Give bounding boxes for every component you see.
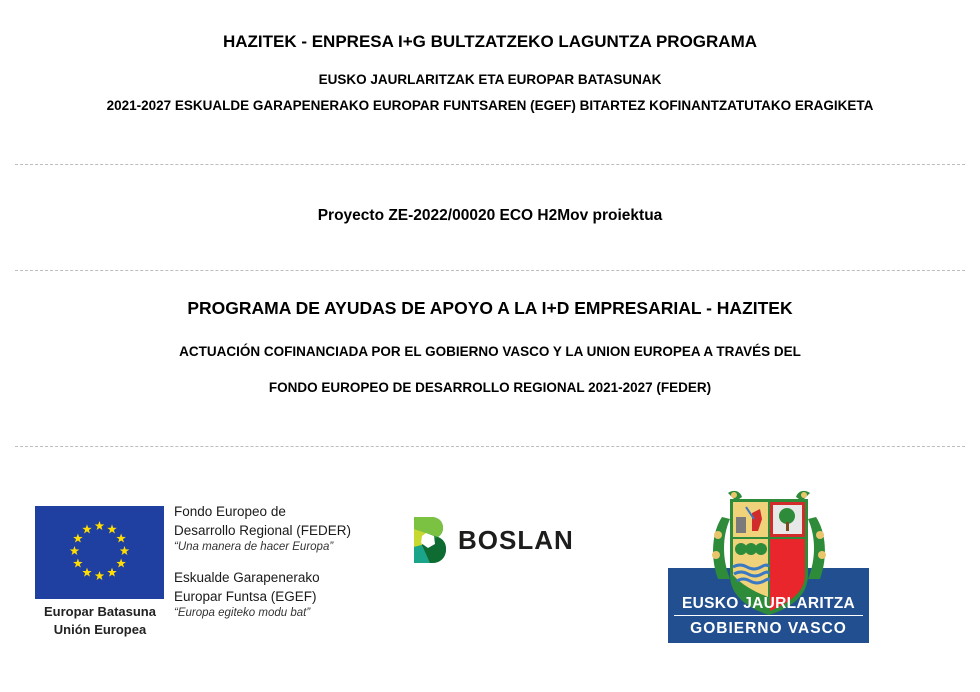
boslan-b-icon <box>414 517 446 563</box>
eu-caption-basque: Europar Batasuna <box>44 604 156 619</box>
eu-feder-logo <box>34 500 374 645</box>
fund-name-es-2: Desarrollo Regional (FEDER) <box>174 523 352 538</box>
subtitle-cofinancers: EUSKO JAURLARITZAK ETA EUROPAR BATASUNAK <box>318 72 662 87</box>
divider <box>15 270 965 271</box>
boslan-logo <box>412 515 582 567</box>
gv-name-basque: EUSKO JAURLARITZA <box>681 595 856 612</box>
cofinancing-line-2: FONDO EUROPEO DE DESARROLLO REGIONAL 2021-2027 (FEDER) <box>268 380 712 395</box>
feder-text <box>174 502 384 620</box>
motto-eu: “Europa egiteko modu bat” <box>174 607 311 619</box>
gv-divider <box>674 615 863 616</box>
fund-name-eu-2: Europar Funtsa (EGEF) <box>174 589 317 604</box>
fund-name-es-1: Fondo Europeo de <box>174 504 286 519</box>
subtitle-operation: 2021-2027 ESKUALDE GARAPENERAKO EUROPAR FUNTSAREN (EGEF) BITARTEZ KOFINANTZATUTAKO ERAGIKETA <box>106 98 874 113</box>
divider <box>15 446 965 447</box>
cofinancing-line-1: ACTUACIÓN COFINANCIADA POR EL GOBIERNO VASCO Y LA UNION EUROPEA A TRAVÉS DEL <box>179 344 801 359</box>
program-title-es: PROGRAMA DE AYUDAS DE APOYO A LA I+D EMPRESARIAL - HAZITEK <box>187 298 793 318</box>
divider <box>15 164 965 165</box>
eu-caption-spanish: Unión Europea <box>53 622 147 637</box>
eu-caption <box>34 603 166 639</box>
motto-es: “Una manera de hacer Europa” <box>174 541 334 553</box>
gv-name-spanish: GOBIERNO VASCO <box>690 620 847 637</box>
boslan-wordmark: BOSLAN <box>458 525 574 555</box>
basque-government-logo <box>668 487 870 645</box>
project-label: Proyecto ZE-2022/00020 ECO H2Mov proiektua <box>317 207 663 224</box>
fund-name-eu-1: Eskualde Garapenerako <box>174 570 320 585</box>
eu-flag-icon <box>35 506 164 599</box>
page-title: HAZITEK - ENPRESA I+G BULTZATZEKO LAGUNTZA PROGRAMA <box>222 32 758 51</box>
